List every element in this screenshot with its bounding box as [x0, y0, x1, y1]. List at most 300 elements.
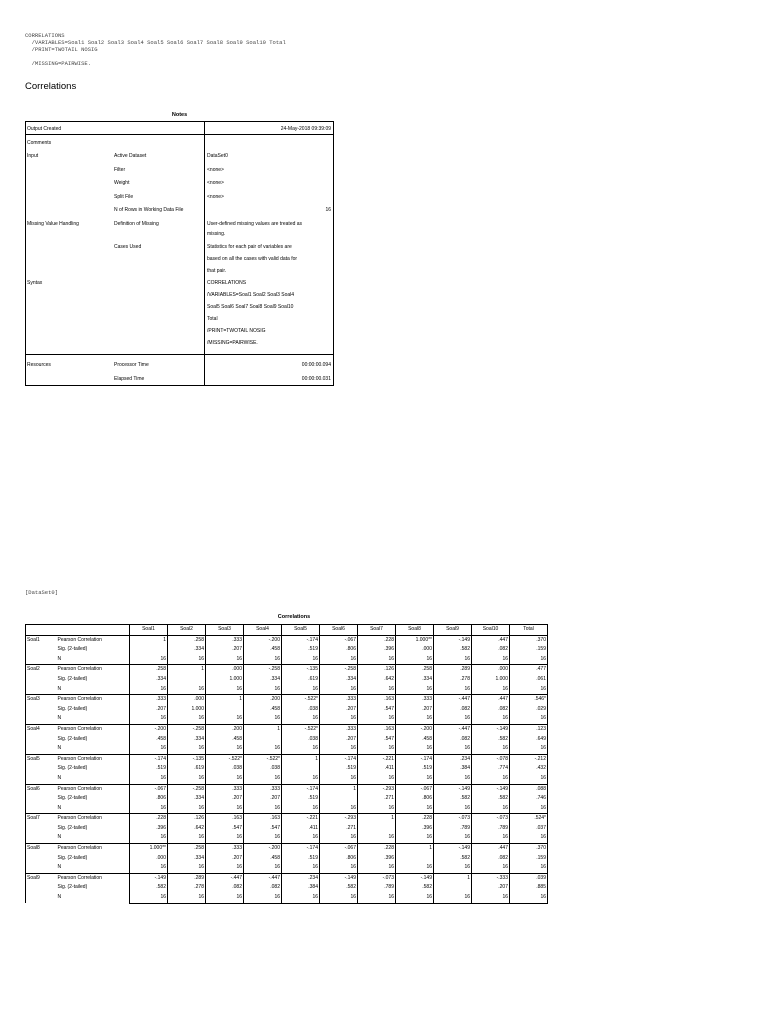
syntax-value: CORRELATIONS — [207, 280, 247, 286]
row-statistic-label: N — [57, 655, 62, 662]
table-cell — [130, 645, 168, 655]
table-cell: .547 — [358, 705, 396, 715]
table-cell: -.522* — [206, 754, 244, 764]
table-cell: -.073 — [358, 873, 396, 883]
row-statistic-label: N — [57, 894, 62, 901]
row-statistic-label: Pearson Correlation — [57, 695, 130, 705]
syntax-value: Total — [207, 316, 218, 322]
table-cell: 1 — [320, 784, 358, 794]
table-cell: 1.000 — [472, 675, 510, 685]
definition-of-missing-value: missing. — [207, 231, 226, 237]
row-variable-label — [26, 735, 57, 745]
syntax-line: /MISSING=PAIRWISE. — [25, 60, 92, 67]
resources-label: Resources — [27, 362, 51, 368]
table-cell: .207 — [320, 735, 358, 745]
table-cell: 16 — [168, 655, 206, 665]
table-cell: .519 — [130, 764, 168, 774]
table-row — [26, 863, 548, 873]
table-cell: .519 — [320, 764, 358, 774]
table-cell: -.258 — [168, 784, 206, 794]
definition-of-missing-label: Definition of Missing — [114, 221, 159, 227]
table-cell: -.149 — [434, 844, 472, 854]
table-cell: 16 — [472, 863, 510, 873]
syntax-label: Syntax — [27, 280, 43, 286]
table-cell: .333 — [206, 784, 244, 794]
table-cell: .582 — [396, 883, 434, 893]
table-cell: -.258 — [168, 724, 206, 734]
table-cell: 16 — [320, 685, 358, 695]
table-cell: -.078 — [472, 754, 510, 764]
table-cell: .037 — [510, 824, 548, 834]
table-cell: 16 — [434, 714, 472, 724]
table-cell: 16 — [282, 714, 320, 724]
table-cell: 1.000** — [396, 635, 434, 645]
table-cell: 16 — [320, 744, 358, 754]
table-cell: 16 — [282, 685, 320, 695]
table-cell: .082 — [472, 705, 510, 715]
syntax-value: /MISSING=PAIRWISE. — [207, 340, 258, 346]
table-cell: -.522* — [282, 695, 320, 705]
syntax-value: /VARIABLES=Soal1 Soal2 Soal3 Soal4 — [207, 292, 295, 298]
table-cell: 16 — [168, 774, 206, 784]
table-row — [26, 655, 548, 665]
table-cell: 16 — [434, 893, 472, 903]
table-cell: .258 — [130, 665, 168, 675]
row-statistic-label: N — [57, 774, 62, 781]
table-row — [26, 824, 548, 834]
table-cell: 16 — [282, 744, 320, 754]
table-cell: -.447 — [434, 695, 472, 705]
table-cell: .159 — [510, 854, 548, 864]
table-cell: -.200 — [244, 635, 282, 645]
table-cell: 16 — [206, 714, 244, 724]
table-row — [26, 873, 548, 883]
table-cell: 16 — [510, 774, 548, 784]
row-statistic-label: N — [57, 745, 62, 752]
table-cell: 16 — [168, 685, 206, 695]
table-cell: .789 — [434, 824, 472, 834]
correlations-table — [25, 624, 548, 904]
table-cell: -.522* — [244, 754, 282, 764]
column-header: Soal9 — [434, 625, 472, 636]
table-cell: .334 — [320, 675, 358, 685]
table-row — [26, 724, 548, 734]
table-cell: .642 — [168, 824, 206, 834]
row-variable-label — [26, 705, 57, 715]
table-cell: .271 — [358, 794, 396, 804]
table-cell: .228 — [396, 814, 434, 824]
table-cell: 16 — [320, 833, 358, 843]
table-cell: .806 — [130, 794, 168, 804]
column-header: Soal3 — [206, 625, 244, 636]
table-cell: 16 — [434, 804, 472, 814]
table-cell — [320, 794, 358, 804]
elapsed-time-value: 00:00:00.031 — [301, 376, 331, 382]
table-cell: .126 — [358, 665, 396, 675]
table-cell: .333 — [320, 724, 358, 734]
table-header-row — [26, 625, 548, 636]
weight-label: Weight — [114, 180, 130, 186]
table-cell: 1 — [206, 695, 244, 705]
table-cell: 16 — [244, 804, 282, 814]
table-row — [26, 645, 548, 655]
table-cell: .746 — [510, 794, 548, 804]
table-cell: .038 — [244, 764, 282, 774]
table-cell: .458 — [244, 645, 282, 655]
table-cell: .333 — [130, 695, 168, 705]
table-cell: 16 — [168, 744, 206, 754]
table-row — [26, 774, 548, 784]
table-cell: 16 — [396, 863, 434, 873]
table-cell: 16 — [396, 893, 434, 903]
table-cell: 16 — [130, 863, 168, 873]
header-blank — [26, 625, 57, 636]
table-cell: .447 — [472, 635, 510, 645]
row-variable-label: Soal1 — [26, 635, 57, 645]
table-cell: -.258 — [320, 665, 358, 675]
table-cell — [168, 675, 206, 685]
cases-used-value: based on all the cases with valid data for — [207, 256, 298, 262]
table-cell: -.333 — [472, 873, 510, 883]
table-cell: 16 — [396, 655, 434, 665]
syntax-value: Soal5 Soal6 Soal7 Soal8 Soal9 Soal10 — [207, 304, 294, 310]
column-header: Soal5 — [282, 625, 320, 636]
row-variable-label — [26, 744, 57, 754]
table-cell: 16 — [358, 893, 396, 903]
table-cell — [206, 705, 244, 715]
table-cell: .396 — [358, 854, 396, 864]
table-cell: 16 — [206, 744, 244, 754]
table-cell: .546* — [510, 695, 548, 705]
table-cell: -.174 — [282, 844, 320, 854]
table-cell: .000 — [396, 645, 434, 655]
table-cell: 16 — [244, 863, 282, 873]
table-cell: .207 — [130, 705, 168, 715]
table-cell: -.149 — [434, 635, 472, 645]
table-cell: .582 — [320, 883, 358, 893]
processor-time-value: 00:00:00.094 — [301, 362, 331, 368]
table-cell: .088 — [510, 784, 548, 794]
table-cell: -.135 — [282, 665, 320, 675]
table-row — [26, 714, 548, 724]
table-cell: -.447 — [244, 873, 282, 883]
row-statistic-label: Pearson Correlation — [57, 724, 130, 734]
table-cell: .082 — [244, 883, 282, 893]
table-cell: .582 — [434, 854, 472, 864]
table-cell: 16 — [168, 804, 206, 814]
table-cell: .271 — [320, 824, 358, 834]
table-cell: -.149 — [472, 724, 510, 734]
table-cell: .258 — [168, 844, 206, 854]
table-cell: 16 — [472, 833, 510, 843]
row-variable-label: Soal8 — [26, 844, 57, 854]
table-row — [26, 754, 548, 764]
table-cell: 16 — [244, 655, 282, 665]
column-header: Soal6 — [320, 625, 358, 636]
table-cell: .547 — [244, 824, 282, 834]
table-cell: 16 — [472, 714, 510, 724]
table-cell: .384 — [282, 883, 320, 893]
row-statistic-label: N — [57, 864, 62, 871]
syntax-block — [25, 32, 286, 67]
table-cell: .082 — [434, 705, 472, 715]
table-cell: .082 — [434, 735, 472, 745]
table-cell: -.174 — [282, 635, 320, 645]
row-variable-label: Soal6 — [26, 784, 57, 794]
split-file-label: Split File — [114, 194, 134, 200]
table-cell: .432 — [510, 764, 548, 774]
table-cell: .334 — [168, 735, 206, 745]
table-cell: .234 — [282, 873, 320, 883]
table-cell: 16 — [130, 744, 168, 754]
table-cell: 16 — [510, 714, 548, 724]
table-cell: -.293 — [320, 814, 358, 824]
row-variable-label — [26, 804, 57, 814]
row-statistic-label: Sig. (2-tailed) — [57, 884, 88, 891]
syntax-line: /PRINT=TWOTAIL NOSIG — [25, 46, 98, 53]
row-variable-label — [26, 714, 57, 724]
table-cell: .228 — [358, 844, 396, 854]
notes-row-divider — [26, 134, 333, 135]
cases-used-label: Cases Used — [114, 244, 142, 250]
table-cell: 16 — [396, 744, 434, 754]
table-cell: .789 — [472, 824, 510, 834]
row-variable-label — [26, 645, 57, 655]
table-cell: -.067 — [320, 635, 358, 645]
row-variable-label — [26, 854, 57, 864]
table-cell: .619 — [282, 675, 320, 685]
weight-value: <none> — [207, 180, 224, 186]
missing-value-handling-label: Missing Value Handling — [27, 221, 79, 227]
table-cell: -.174 — [282, 784, 320, 794]
row-variable-label: Soal5 — [26, 754, 57, 764]
table-cell: .458 — [130, 735, 168, 745]
row-statistic-label: Pearson Correlation — [57, 873, 130, 883]
table-cell: .582 — [434, 645, 472, 655]
column-header: Soal10 — [472, 625, 510, 636]
table-cell: 16 — [168, 863, 206, 873]
row-statistic-label: Sig. (2-tailed) — [57, 854, 88, 861]
row-variable-label — [26, 833, 57, 843]
table-cell: 16 — [358, 685, 396, 695]
table-cell: 16 — [320, 804, 358, 814]
row-variable-label: Soal4 — [26, 724, 57, 734]
table-row — [26, 695, 548, 705]
processor-time-label: Processor Time — [114, 362, 149, 368]
table-row — [26, 675, 548, 685]
table-cell: 16 — [510, 804, 548, 814]
table-cell: .619 — [168, 764, 206, 774]
table-row — [26, 883, 548, 893]
table-cell: 16 — [358, 863, 396, 873]
row-statistic-label: N — [57, 834, 62, 841]
table-row — [26, 893, 548, 903]
table-cell — [358, 824, 396, 834]
table-cell: .396 — [396, 824, 434, 834]
table-cell: .774 — [472, 764, 510, 774]
row-statistic-label: Pearson Correlation — [57, 844, 130, 854]
table-cell: 16 — [358, 655, 396, 665]
table-cell: .163 — [358, 695, 396, 705]
table-cell: 16 — [396, 685, 434, 695]
row-variable-label — [26, 764, 57, 774]
table-cell: .082 — [472, 854, 510, 864]
table-cell: 16 — [168, 833, 206, 843]
table-row — [26, 814, 548, 824]
table-row — [26, 635, 548, 645]
table-cell: 16 — [358, 744, 396, 754]
notes-title: Notes — [171, 112, 188, 118]
table-cell: .519 — [396, 764, 434, 774]
row-statistic-label: Pearson Correlation — [57, 635, 130, 645]
row-statistic-label: Sig. (2-tailed) — [57, 646, 88, 653]
table-cell: 16 — [510, 744, 548, 754]
table-cell: 16 — [206, 774, 244, 784]
table-cell: -.067 — [396, 784, 434, 794]
table-cell: .447 — [472, 844, 510, 854]
table-cell: .333 — [396, 695, 434, 705]
table-cell: .370 — [510, 844, 548, 854]
row-statistic-label: Pearson Correlation — [57, 784, 130, 794]
table-cell: 16 — [130, 833, 168, 843]
table-cell: -.221 — [282, 814, 320, 824]
filter-value: <none> — [207, 167, 224, 173]
table-cell: .200 — [206, 724, 244, 734]
table-cell: 16 — [130, 685, 168, 695]
row-variable-label — [26, 675, 57, 685]
table-cell: .207 — [206, 645, 244, 655]
table-cell: 16 — [472, 804, 510, 814]
table-cell: .582 — [472, 794, 510, 804]
table-cell: 16 — [206, 655, 244, 665]
table-cell — [282, 764, 320, 774]
table-cell: .370 — [510, 635, 548, 645]
table-cell — [396, 854, 434, 864]
table-cell: -.447 — [434, 724, 472, 734]
table-cell: .547 — [206, 824, 244, 834]
table-cell: 16 — [206, 833, 244, 843]
table-cell: .334 — [168, 854, 206, 864]
row-variable-label — [26, 824, 57, 834]
table-cell: 16 — [206, 863, 244, 873]
table-cell: .200 — [244, 695, 282, 705]
row-variable-label — [26, 685, 57, 695]
table-cell: .396 — [358, 645, 396, 655]
row-statistic-label: Pearson Correlation — [57, 814, 130, 824]
table-cell: -.293 — [358, 784, 396, 794]
table-cell: 1 — [130, 635, 168, 645]
cases-used-value: that pair. — [207, 268, 227, 274]
table-cell: .289 — [434, 665, 472, 675]
table-cell: .411 — [358, 764, 396, 774]
table-cell: -.073 — [434, 814, 472, 824]
table-row — [26, 735, 548, 745]
table-cell: .061 — [510, 675, 548, 685]
row-variable-label — [26, 655, 57, 665]
table-cell: 16 — [244, 774, 282, 784]
table-cell: 16 — [244, 744, 282, 754]
table-cell: .458 — [396, 735, 434, 745]
table-cell: .524* — [510, 814, 548, 824]
table-cell: .334 — [244, 675, 282, 685]
table-row — [26, 665, 548, 675]
table-cell: 16 — [282, 833, 320, 843]
table-cell: .207 — [396, 705, 434, 715]
table-cell: .038 — [282, 705, 320, 715]
table-cell: .334 — [130, 675, 168, 685]
table-cell: .447 — [472, 695, 510, 705]
row-variable-label — [26, 774, 57, 784]
row-variable-label — [26, 794, 57, 804]
row-variable-label: Soal3 — [26, 695, 57, 705]
output-created-value: 24-May-2018 09:39:09 — [280, 126, 331, 132]
row-statistic-label: N — [57, 715, 62, 722]
table-cell: .806 — [396, 794, 434, 804]
table-cell: .082 — [472, 645, 510, 655]
table-cell: .334 — [168, 645, 206, 655]
table-cell: .333 — [320, 695, 358, 705]
active-dataset-value: DataSet0 — [207, 153, 228, 159]
table-cell: 16 — [472, 655, 510, 665]
table-cell: 16 — [130, 714, 168, 724]
table-cell: .649 — [510, 735, 548, 745]
table-cell — [244, 735, 282, 745]
row-statistic-label: N — [57, 685, 62, 692]
table-cell: 16 — [434, 833, 472, 843]
row-statistic-label: Sig. (2-tailed) — [57, 795, 88, 802]
table-cell: .039 — [510, 873, 548, 883]
table-cell: .333 — [244, 784, 282, 794]
table-cell: 16 — [320, 655, 358, 665]
table-cell: 16 — [510, 685, 548, 695]
table-cell: -.149 — [434, 784, 472, 794]
table-cell: 16 — [206, 685, 244, 695]
input-label: Input — [27, 153, 39, 159]
page-title: Correlations — [25, 81, 77, 92]
table-cell: 16 — [396, 804, 434, 814]
table-cell: .258 — [168, 635, 206, 645]
table-cell: .885 — [510, 883, 548, 893]
header-blank — [57, 625, 130, 636]
table-row — [26, 804, 548, 814]
table-cell: 1 — [168, 665, 206, 675]
row-variable-label — [26, 883, 57, 893]
table-cell: .000 — [130, 854, 168, 864]
table-cell: .207 — [472, 883, 510, 893]
row-statistic-label: Sig. (2-tailed) — [57, 765, 88, 772]
notes-row-divider — [26, 354, 333, 355]
table-cell: .207 — [206, 794, 244, 804]
table-cell: -.212 — [510, 754, 548, 764]
table-cell: 16 — [206, 804, 244, 814]
column-header: Soal1 — [130, 625, 168, 636]
table-row — [26, 844, 548, 854]
filter-label: Filter — [114, 167, 126, 173]
table-cell: 16 — [244, 714, 282, 724]
table-cell: .163 — [358, 724, 396, 734]
table-cell: 16 — [244, 685, 282, 695]
table-cell: .384 — [434, 764, 472, 774]
row-statistic-label: Pearson Correlation — [57, 665, 130, 675]
table-cell: .582 — [434, 794, 472, 804]
table-cell: 16 — [396, 833, 434, 843]
correlations-body — [26, 635, 548, 903]
table-cell: -.174 — [130, 754, 168, 764]
table-cell: 16 — [434, 744, 472, 754]
table-cell: .163 — [206, 814, 244, 824]
table-cell: 16 — [510, 833, 548, 843]
table-cell: .207 — [244, 794, 282, 804]
